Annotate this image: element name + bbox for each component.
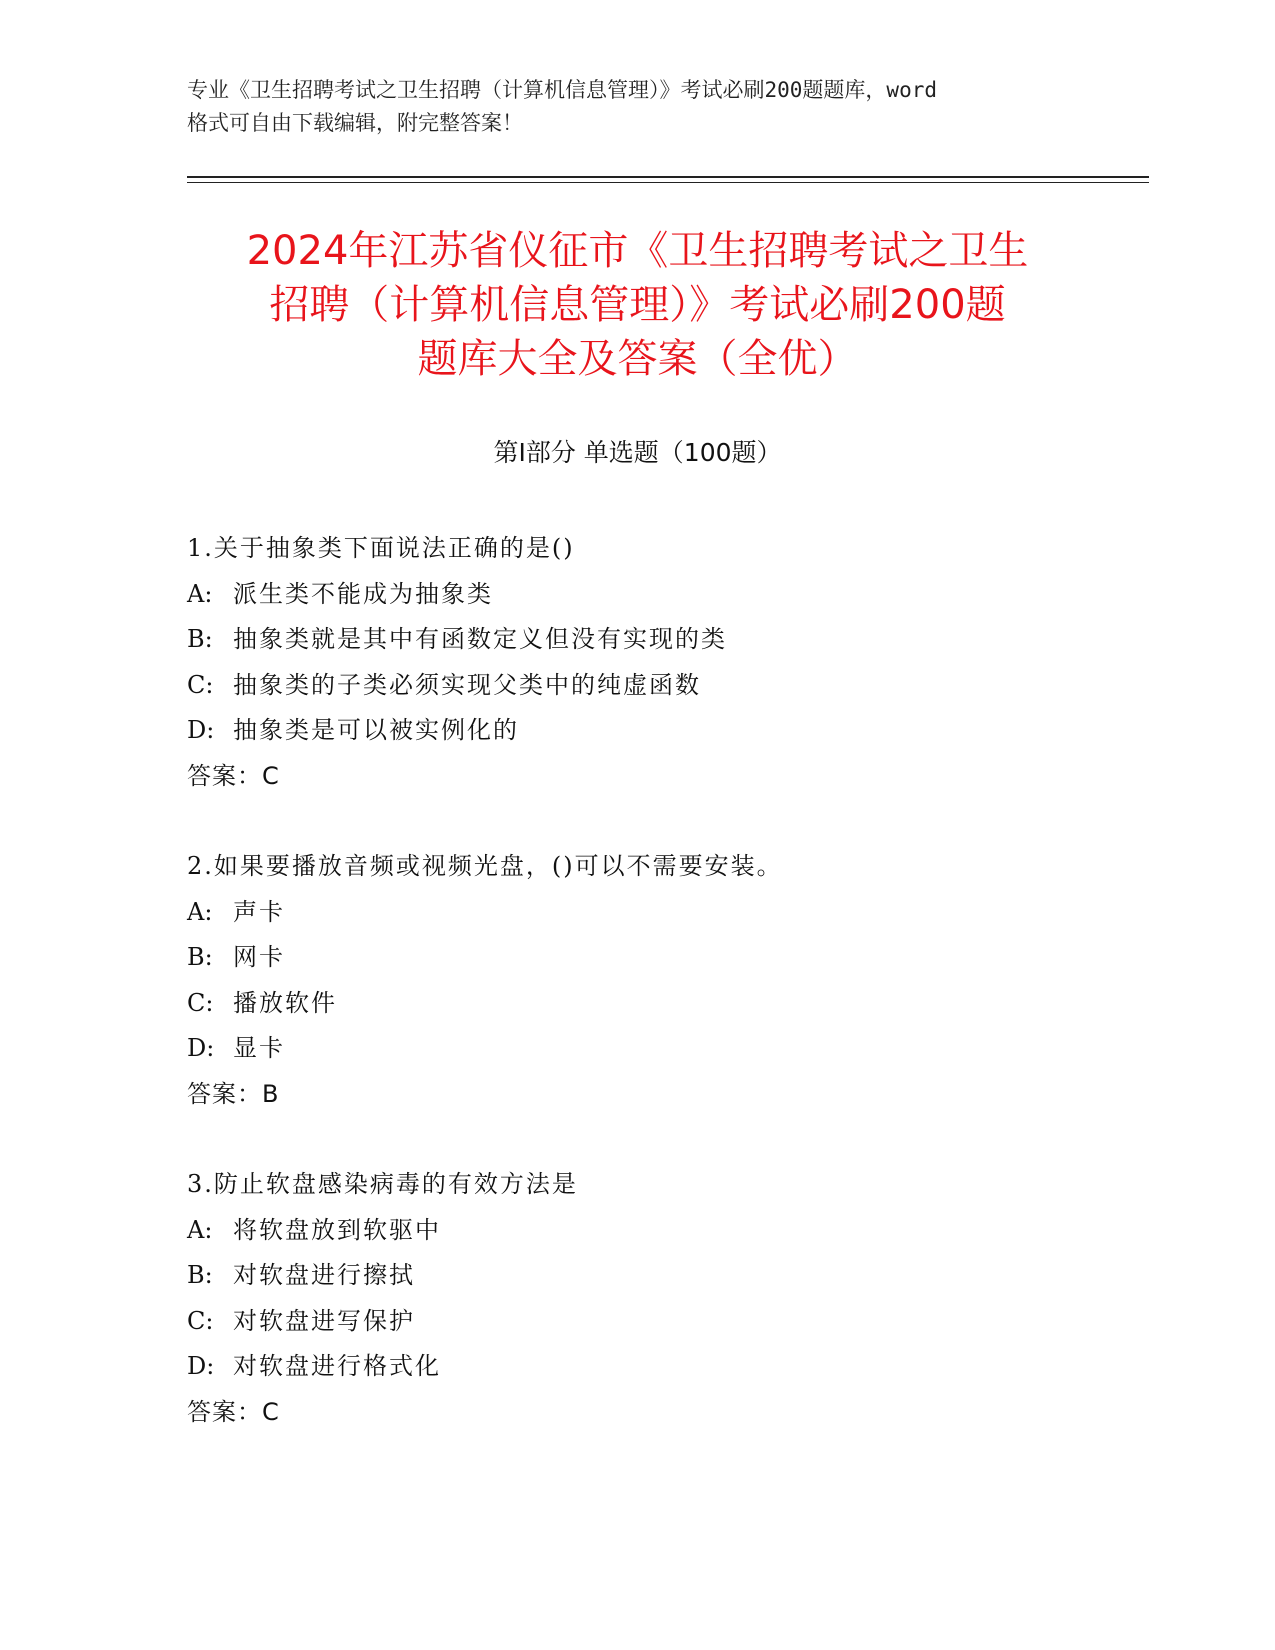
- option-letter: D:: [187, 1034, 215, 1062]
- option-letter: B:: [187, 1261, 213, 1289]
- option-d: [187, 708, 1147, 754]
- option-c: [187, 663, 1147, 709]
- option-b: [187, 935, 1147, 981]
- option-a: [187, 1208, 1147, 1254]
- option-letter: D:: [187, 716, 215, 744]
- question-list: [187, 526, 1147, 1480]
- question-2: [187, 844, 1147, 1117]
- option-b: [187, 617, 1147, 663]
- option-letter: A:: [187, 579, 213, 608]
- option-text: 网卡: [233, 943, 285, 971]
- option-text: 对软盘进行擦拭: [233, 1261, 415, 1289]
- option-a: [187, 572, 1147, 618]
- option-letter: C:: [187, 988, 214, 1017]
- option-text: 抽象类的子类必须实现父类中的纯虚函数: [233, 670, 701, 699]
- question-1: [187, 526, 1147, 799]
- section-heading: 第Ⅰ部分 单选题（100题）: [493, 438, 782, 467]
- option-text: 抽象类就是其中有函数定义但没有实现的类: [233, 625, 727, 653]
- option-text: 播放软件: [233, 988, 337, 1017]
- question-stem: 3.防止软盘感染病毒的有效方法是: [187, 1170, 578, 1198]
- option-letter: C:: [187, 1306, 214, 1335]
- option-text: 将软盘放到软驱中: [233, 1215, 441, 1244]
- option-d: [187, 1026, 1147, 1072]
- header-note-line-1: 专业《卫生招聘考试之卫生招聘（计算机信息管理）》考试必刷200题题库，word: [187, 78, 937, 102]
- option-text: 声卡: [233, 897, 285, 926]
- header-divider-thin: [187, 182, 1149, 183]
- title-line-1: 2024年江苏省仪征市《卫生招聘考试之卫生: [246, 228, 1029, 274]
- answer-line: 答案：C: [187, 761, 280, 790]
- question-3: [187, 1162, 1147, 1435]
- option-letter: B:: [187, 943, 213, 971]
- option-text: 抽象类是可以被实例化的: [233, 716, 519, 744]
- option-letter: C:: [187, 670, 214, 699]
- option-d: [187, 1344, 1147, 1390]
- option-letter: B:: [187, 625, 213, 653]
- title-line-2: 招聘（计算机信息管理）》考试必刷200题: [269, 282, 1006, 328]
- option-letter: A:: [187, 897, 213, 926]
- question-stem: 2.如果要播放音频或视频光盘，()可以不需要安装。: [187, 852, 783, 880]
- option-c: [187, 1299, 1147, 1345]
- title-line-3: 题库大全及答案（全优）: [417, 336, 858, 382]
- option-a: [187, 890, 1147, 936]
- header-divider-thick: [187, 176, 1149, 178]
- option-b: [187, 1253, 1147, 1299]
- document-title: [170, 224, 1105, 386]
- header-note-line-2: 格式可自由下载编辑，附完整答案！: [187, 111, 523, 135]
- question-stem: 1.关于抽象类下面说法正确的是(): [187, 534, 575, 562]
- option-letter: A:: [187, 1215, 213, 1244]
- answer-line: 答案：C: [187, 1397, 280, 1426]
- option-text: 显卡: [233, 1034, 285, 1062]
- option-letter: D:: [187, 1352, 215, 1380]
- option-c: [187, 981, 1147, 1027]
- option-text: 对软盘进写保护: [233, 1306, 415, 1335]
- option-text: 对软盘进行格式化: [233, 1352, 441, 1380]
- option-text: 派生类不能成为抽象类: [233, 579, 493, 608]
- answer-line: 答案：B: [187, 1079, 280, 1108]
- header-note: [187, 74, 1087, 140]
